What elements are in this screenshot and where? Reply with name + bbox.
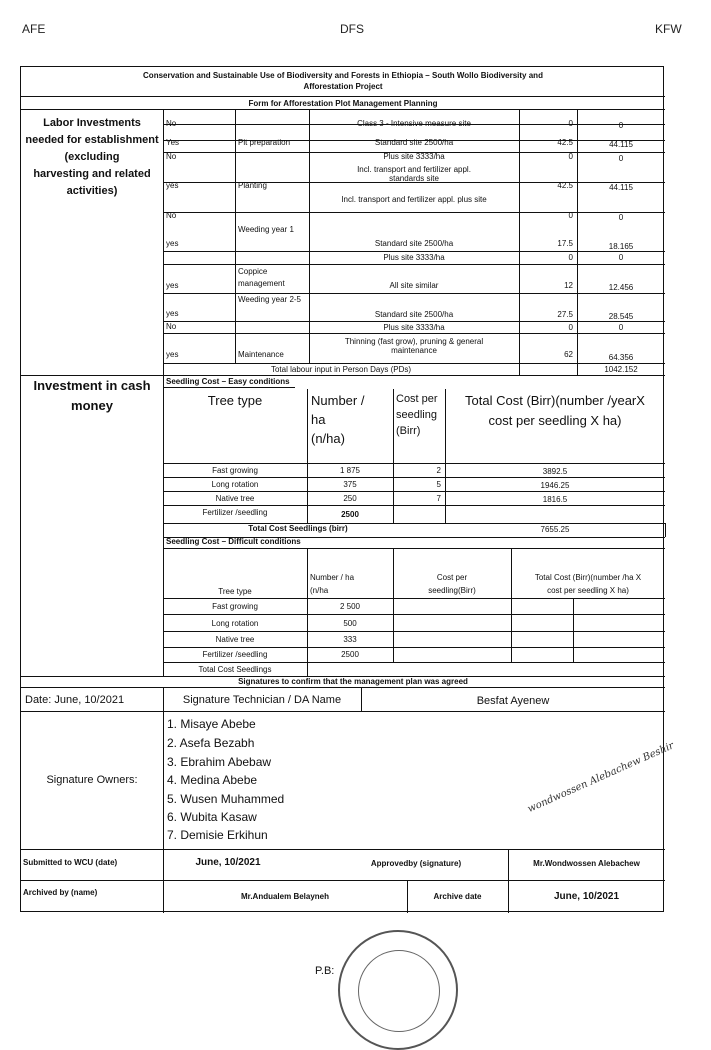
signatures-confirm-text: Signatures to confirm that the management plan was agreed (238, 677, 468, 686)
difficult-row-number: 333 (343, 635, 357, 644)
easy-row-total: 1946.25 (540, 481, 570, 490)
labor-row-pd: 42.5 (557, 138, 573, 147)
difficult-col-total-line: cost per seedling X ha) (547, 586, 629, 595)
labor-row-cost: 64.356 (608, 353, 634, 362)
easy-total-label: Total Cost Seedlings (birr) (248, 524, 348, 533)
easy-col-total-line: Total Cost (Birr)(number /yearX (465, 393, 645, 408)
labor-row-yn: No (166, 119, 177, 128)
labor-row-yn: No (166, 322, 177, 331)
labor-heading-line: harvesting and related (33, 168, 151, 180)
owner-name: 6. Wubita Kasaw (167, 810, 257, 824)
cash-heading-line: money (71, 398, 113, 413)
easy-row-cost: 7 (436, 494, 441, 503)
labor-row-activity: Coppice management (238, 267, 285, 288)
cash-heading-line: Investment in cash (33, 378, 151, 393)
form-subtitle: Form for Afforestation Plot Management Planning (248, 99, 438, 108)
easy-row-type: Long rotation (211, 480, 259, 489)
labor-row-desc: Standard site 2500/ha (374, 138, 454, 147)
labor-row-yn: yes (166, 350, 179, 359)
archived-label: Archived by (name) (23, 888, 98, 897)
labor-row-cost: 0 (618, 213, 624, 222)
labor-row-cost: 0 (618, 323, 624, 332)
difficult-col-cost-line: Cost per (436, 573, 468, 582)
labor-row-pd: 0 (568, 152, 573, 161)
labor-row-activity: Planting (238, 181, 267, 190)
labor-row-yn: yes (166, 239, 179, 248)
easy-col-number-line: ha (311, 412, 326, 427)
easy-row-total: 1816.5 (542, 495, 568, 504)
labor-row-pd: 62 (564, 350, 573, 359)
technician-label: Signature Technician / DA Name (182, 694, 342, 706)
difficult-col-number-line: (n/ha (310, 586, 329, 595)
labor-row-cost: 12.456 (608, 283, 634, 292)
difficult-col-tree: Tree type (218, 587, 252, 596)
labor-row-desc: Thinning (fast grow), pruning & general maintenance (344, 337, 484, 355)
labor-row-activity: Maintenance (238, 350, 284, 359)
easy-total-value: 7655.25 (540, 525, 570, 534)
easy-row-type: Fertilizer /seedling (202, 508, 268, 517)
labor-row-pd: 0 (568, 211, 573, 220)
labor-row-desc: Incl. transport and fertilizer appl. standards site (357, 165, 471, 183)
difficult-title: Seedling Cost – Difficult conditions (166, 537, 301, 546)
easy-row-type: Fast growing (212, 466, 258, 475)
labor-row-yn: Yes (166, 138, 180, 147)
submitted-label: Submitted to WCU (date) (23, 858, 118, 867)
submitted-date: June, 10/2021 (195, 857, 261, 868)
labor-heading-line: (excluding (64, 151, 120, 163)
difficult-row-type: Fertilizer /seedling (202, 650, 268, 659)
owner-name: 3. Ebrahim Abebaw (167, 755, 272, 769)
easy-col-cost-line: seedling (396, 409, 437, 421)
header-right: KFW (655, 22, 682, 36)
easy-col-number-line: Number / (311, 393, 365, 408)
labor-row-pd: 0 (568, 253, 573, 262)
labor-row-cost: 0 (618, 154, 624, 163)
form-title-line2: Afforestation Project (303, 82, 383, 91)
labor-row-pd: 0 (568, 119, 573, 128)
owner-name: 2. Asefa Bezabh (167, 736, 255, 750)
header-center: DFS (340, 22, 364, 36)
difficult-row-type: Fast growing (212, 602, 258, 611)
labor-total-value: 1042.152 (604, 365, 638, 374)
planning-form (20, 66, 676, 912)
easy-row-cost: 5 (436, 480, 441, 489)
labor-row-cost: 44.115 (609, 140, 633, 149)
easy-row-number: 375 (343, 480, 357, 489)
labor-row-desc: All site similar (389, 281, 439, 290)
labor-total-label: Total labour input in Person Days (PDs) (270, 365, 412, 374)
labor-row-yn: yes (166, 181, 179, 190)
archive-date: June, 10/2021 (553, 891, 620, 902)
labor-row-pd: 0 (568, 323, 573, 332)
labor-row-desc: Standard site 2500/ha (374, 239, 454, 248)
handwritten-signature: wondwossen Alebachew Beshir (526, 740, 676, 816)
easy-row-number: 250 (343, 494, 357, 503)
easy-col-cost-line: Cost per (396, 393, 438, 405)
easy-col-cost-line: (Birr) (396, 425, 421, 437)
form-title-line1: Conservation and Sustainable Use of Biodiversity and Forests in Ethiopia – South Wollo Biodiversity and (143, 71, 543, 80)
labor-row-yn: No (166, 152, 177, 161)
labor-row-cost: 28.545 (608, 312, 634, 321)
easy-col-total-line: cost per seedling X ha) (488, 413, 622, 428)
easy-row-number: 2500 (341, 510, 359, 519)
labor-row-cost: 0 (618, 253, 624, 262)
difficult-row-type: Native tree (215, 635, 255, 644)
labor-row-desc: Plus site 3333/ha (383, 253, 445, 262)
labor-row-activity: Weeding year 1 (238, 225, 294, 234)
labor-row-pd: 12 (564, 281, 573, 290)
labor-row-pd: 27.5 (557, 310, 573, 319)
difficult-row-number: 2 500 (339, 602, 361, 611)
easy-col-number-line: (n/ha) (311, 431, 345, 446)
easy-row-number: 1 875 (339, 466, 361, 475)
labor-heading-line: activities) (66, 185, 118, 197)
labor-heading-line: Labor Investments (43, 117, 141, 129)
difficult-col-total-line: Total Cost (Birr)(number /ha X (534, 573, 642, 582)
labor-row-cost: 44.115 (609, 183, 633, 192)
archived-name: Mr.Andualem Belayneh (240, 892, 330, 901)
labor-heading-line: needed for establishment (25, 134, 159, 146)
official-stamp (338, 930, 458, 1050)
labor-row-activity: Weeding year 2-5 (238, 295, 301, 304)
labor-row-pd: 42.5 (557, 181, 573, 190)
footer-pb: P.B: (315, 965, 335, 977)
labor-row-desc: Plus site 3333/ha (383, 152, 445, 161)
easy-row-total: 3892.5 (542, 467, 568, 476)
difficult-col-cost-line: seedling(Birr) (428, 586, 476, 595)
owner-name: 7. Demisie Erkihun (167, 828, 268, 842)
labor-row-desc: Standard site 2500/ha (374, 310, 454, 319)
approved-name: Mr.Wondwossen Alebachew (533, 859, 640, 868)
difficult-row-number: 500 (343, 619, 357, 628)
labor-row-cost: 18.165 (608, 242, 634, 251)
labor-row-desc: Incl. transport and fertilizer appl. plus site (341, 195, 487, 204)
difficult-col-number-line: Number / ha (310, 573, 355, 582)
technician-name: Besfat Ayenew (476, 695, 550, 707)
labor-row-desc: Plus site 3333/ha (383, 323, 445, 332)
sign-date: Date: June, 10/2021 (25, 694, 125, 706)
approved-label: Approvedby (signature) (370, 859, 462, 868)
easy-row-type: Native tree (215, 494, 255, 503)
easy-row-cost: 2 (436, 466, 441, 475)
easy-col-tree: Tree type (207, 393, 263, 408)
labor-row-activity: Pit preparation (238, 138, 291, 147)
labor-row-cost: 0 (618, 121, 624, 130)
easy-title: Seedling Cost – Easy conditions (166, 377, 290, 386)
header-left: AFE (22, 22, 46, 36)
owners-label: Signature Owners: (46, 774, 138, 786)
owner-name: 1. Misaye Abebe (167, 717, 256, 731)
difficult-row-number: 2500 (341, 650, 359, 659)
owner-name: 5. Wusen Muhammed (167, 792, 285, 806)
difficult-row-type: Long rotation (211, 619, 259, 628)
archive-date-label: Archive date (433, 892, 482, 901)
labor-row-yn: yes (166, 309, 179, 318)
labor-row-pd: 17.5 (557, 239, 573, 248)
difficult-row-type: Total Cost Seedlings (198, 665, 272, 674)
owner-name: 4. Medina Abebe (167, 773, 258, 787)
labor-row-yn: No (166, 211, 177, 220)
labor-row-yn: yes (166, 281, 179, 290)
labor-row-desc: Class 3 - Intensive measure site (357, 119, 471, 128)
